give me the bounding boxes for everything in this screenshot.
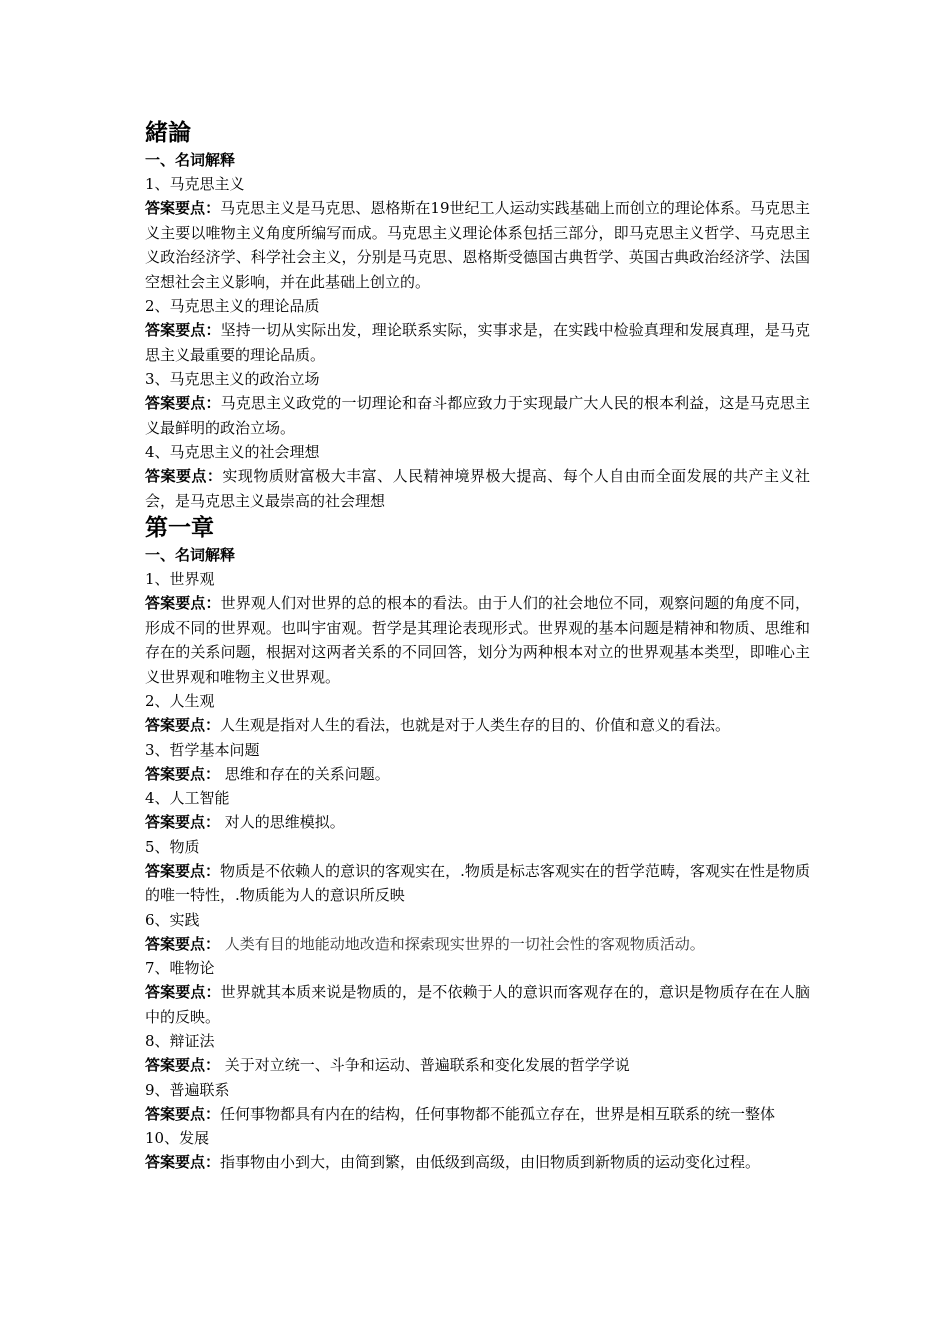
answer-paragraph bbox=[145, 1102, 810, 1127]
answer-paragraph bbox=[145, 762, 810, 787]
term-title: 3、马克思主义的政治立场 bbox=[145, 370, 320, 388]
answer-paragraph bbox=[145, 932, 810, 957]
answer-text: 世界观人们对世界的总的根本的看法。由于人们的社会地位不同，观察问题的角度不同，形成不同的世界观。也叫宇宙观。哲学是其理论表现形式。世界观的基本问题是精神和物质、思维和存在的关系问题，根据对这两者关系的不同回答，划分为两种根本对立的世界观基本类型，即唯心主义世界观和唯物主义世界观。 bbox=[145, 594, 810, 686]
answer-paragraph bbox=[145, 859, 810, 908]
term-title: 1、世界观 bbox=[145, 570, 215, 588]
term-title: 8、辩证法 bbox=[145, 1032, 215, 1050]
answer-label: 答案要点： bbox=[145, 764, 221, 783]
answer-text: 指事物由小到大，由简到繁，由低级到高级，由旧物质到新物质的运动变化过程。 bbox=[220, 1153, 761, 1171]
answer-paragraph bbox=[145, 713, 810, 738]
answer-text: 任何事物都具有内在的结构，任何事物都不能孤立存在，世界是相互联系的统一整体 bbox=[220, 1104, 776, 1123]
answer-paragraph bbox=[145, 318, 810, 367]
answer-text: 人类有目的地能动地改造和探索现实世界的一切社会性的客观物质活动。 bbox=[220, 934, 705, 953]
section-heading: 一、名词解释 bbox=[145, 151, 236, 169]
answer-paragraph bbox=[145, 464, 810, 513]
answer-text: 坚持一切从实际出发，理论联系实际，实事求是，在实践中检验真理和发展真理，是马克思主义最重要的理论品质。 bbox=[145, 321, 810, 364]
answer-label: 答案要点： bbox=[145, 716, 221, 734]
term-title: 3、哲学基本问题 bbox=[145, 740, 260, 759]
answer-paragraph bbox=[145, 196, 810, 294]
answer-label: 答案要点： bbox=[145, 1056, 221, 1074]
term-title: 10、发展 bbox=[145, 1129, 210, 1147]
answer-paragraph bbox=[145, 980, 810, 1029]
answer-text: 关于对立统一、斗争和运动、普遍联系和变化发展的哲学学说 bbox=[220, 1056, 630, 1074]
term-title: 5、物质 bbox=[145, 837, 200, 856]
answer-label: 答案要点： bbox=[145, 1104, 221, 1123]
answer-text: 世界就其本质来说是物质的，是不依赖于人的意识而客观存在的，意识是物质存在在人脑中的反映。 bbox=[145, 983, 810, 1026]
term-title: 1、马克思主义 bbox=[145, 175, 245, 193]
answer-paragraph bbox=[145, 1053, 810, 1078]
answer-text: 物质是不依赖人的意识的客观实在，.物质是标志客观实在的哲学范畴，客观实在性是物质的唯一特性，.物质能为人的意识所反映 bbox=[145, 861, 810, 904]
term-title: 2、人生观 bbox=[145, 692, 215, 710]
term-title: 6、实践 bbox=[145, 910, 200, 929]
answer-text: 马克思主义是马克思、恩格斯在19世纪工人运动实践基础上而创立的理论体系。马克思主义主要以唯物主义角度所编写而成。马克思主义理论体系包括三部分，即马克思主义哲学、马克思主义政治经济学、科学社会主义，分别是马克思、恩格斯受德国古典哲学、英国古典政治经济学、法国空想社会主义影响，并在此基础上创立的。 bbox=[145, 199, 810, 291]
answer-label: 答案要点： bbox=[145, 813, 221, 831]
answer-text: 人生观是指对人生的看法，也就是对于人类生存的目的、价值和意义的看法。 bbox=[220, 716, 731, 734]
answer-text: 思维和存在的关系问题。 bbox=[220, 764, 390, 783]
term-title: 2、马克思主义的理论品质 bbox=[145, 297, 320, 315]
answer-label: 答案要点： bbox=[145, 394, 221, 412]
answer-label: 答案要点： bbox=[145, 467, 223, 485]
chapter-title: 緒論 bbox=[145, 120, 191, 146]
answer-label: 答案要点： bbox=[145, 861, 221, 880]
answer-text: 对人的思维模拟。 bbox=[220, 813, 345, 831]
answer-paragraph bbox=[145, 1150, 810, 1175]
chapter-title: 第一章 bbox=[145, 515, 214, 541]
answer-label: 答案要点： bbox=[145, 321, 221, 339]
answer-text: 实现物质财富极大丰富、人民精神境界极大提高、每个人自由而全面发展的共产主义社会，是马克思主义最崇高的社会理想 bbox=[145, 467, 810, 510]
section-heading: 一、名词解释 bbox=[145, 546, 236, 564]
answer-label: 答案要点： bbox=[145, 934, 221, 953]
answer-text: 马克思主义政党的一切理论和奋斗都应致力于实现最广大人民的根本利益，这是马克思主义最鲜明的政治立场。 bbox=[145, 394, 810, 437]
answer-paragraph bbox=[145, 810, 810, 835]
term-title: 4、人工智能 bbox=[145, 789, 230, 807]
answer-paragraph bbox=[145, 591, 810, 689]
answer-label: 答案要点： bbox=[145, 594, 221, 612]
answer-label: 答案要点： bbox=[145, 199, 221, 217]
term-title: 7、唯物论 bbox=[145, 959, 215, 977]
answer-label: 答案要点： bbox=[145, 1153, 221, 1171]
answer-label: 答案要点： bbox=[145, 983, 221, 1001]
term-title: 4、马克思主义的社会理想 bbox=[145, 443, 320, 461]
answer-paragraph bbox=[145, 391, 810, 440]
term-title: 9、普遍联系 bbox=[145, 1080, 230, 1099]
document-page bbox=[145, 118, 810, 1175]
